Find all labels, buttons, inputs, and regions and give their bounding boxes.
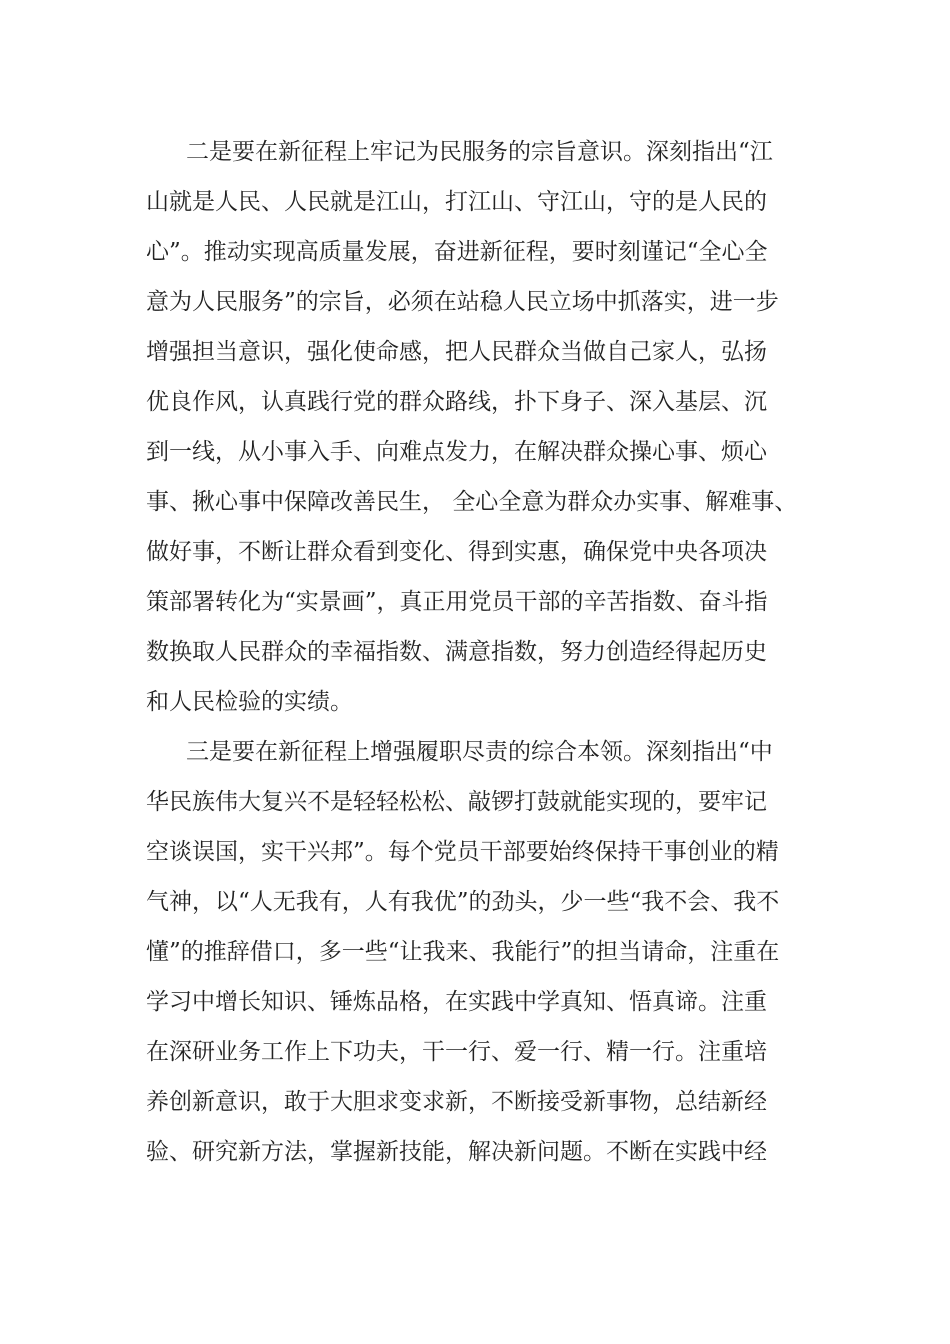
text-line: 气神，以“人无我有，人有我优”的劲头，少一些“我不会、我不: [146, 889, 780, 915]
text-line: 策部署转化为“实景画”，真正用党员干部的辛苦指数、奋斗指: [146, 589, 768, 615]
text-line: 增强担当意识，强化使命感，把人民群众当做自己家人，弘扬: [146, 339, 767, 365]
text-line: 事、揪心事中保障改善民生， 全心全意为群众办实事、解难事、: [146, 489, 798, 515]
text-line: 学习中增长知识、锤炼品格，在实践中学真知、悟真谛。注重: [146, 989, 767, 1015]
text-line: 空谈误国，实干兴邦”。每个党员干部要始终保持干事创业的精: [146, 839, 779, 865]
text-line: 优良作风，认真践行党的群众路线，扑下身子、深入基层、沉: [146, 389, 767, 415]
text-line: 心”。推动实现高质量发展，奋进新征程，要时刻谨记“全心全: [146, 239, 768, 265]
text-line: 华民族伟大复兴不是轻轻松松、敲锣打鼓就能实现的，要牢记: [146, 789, 767, 815]
text-line: 山就是人民、人民就是江山，打江山、守江山，守的是人民的: [146, 189, 767, 215]
text-line: 在深研业务工作上下功夫，干一行、爱一行、精一行。注重培: [146, 1039, 767, 1065]
text-line: 三是要在新征程上增强履职尽责的综合本领。深刻指出“中: [186, 739, 773, 765]
text-line: 意为人民服务”的宗旨，必须在站稳人民立场中抓落实，进一步: [146, 289, 779, 315]
text-line: 做好事，不断让群众看到变化、得到实惠，确保党中央各项决: [146, 539, 767, 565]
text-line: 懂”的推辞借口，多一些“让我来、我能行”的担当请命，注重在: [146, 939, 780, 965]
paragraph-3: [146, 727, 811, 1177]
text-line: 验、研究新方法，掌握新技能，解决新问题。不断在实践中经: [146, 1139, 767, 1165]
document-body: [146, 127, 811, 1177]
text-line: 和人民检验的实绩。: [146, 689, 353, 715]
text-line: 二是要在新征程上牢记为民服务的宗旨意识。深刻指出“江: [186, 139, 773, 165]
text-line: 到一线，从小事入手、向难点发力，在解决群众操心事、烦心: [146, 439, 767, 465]
paragraph-2: [146, 127, 811, 727]
text-line: 数换取人民群众的幸福指数、满意指数，努力创造经得起历史: [146, 639, 767, 665]
text-line: 养创新意识，敢于大胆求变求新，不断接受新事物，总结新经: [146, 1089, 767, 1115]
